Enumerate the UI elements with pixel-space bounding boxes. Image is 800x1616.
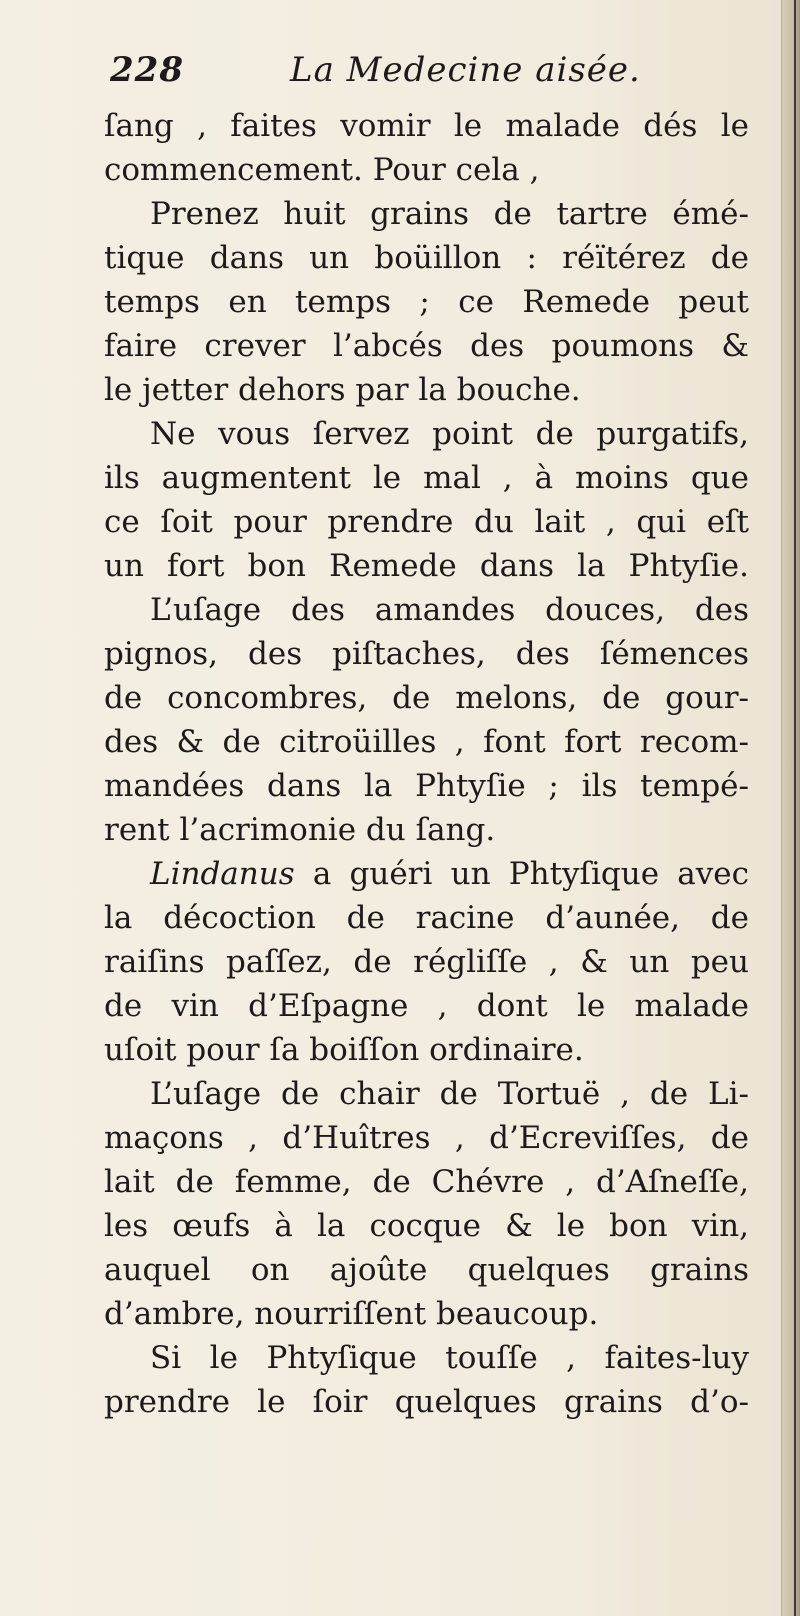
- text-line: uſoit pour ſa boiſſon ordinaire.: [104, 1032, 584, 1068]
- text-line: ils augmentent le mal , à moins que: [104, 460, 749, 496]
- text-line: des & de citroüilles , font fort recom-: [104, 724, 749, 760]
- page-number: 228: [110, 50, 184, 90]
- text-line: de concombres, de melons, de gour-: [104, 680, 749, 716]
- body-text: [104, 104, 749, 1424]
- text-line: temps en temps ; ce Remede peut: [104, 284, 749, 320]
- text-line: Ne vous ſervez point de purgatifs,: [150, 416, 749, 452]
- text-line: les œufs à la cocque & le bon vin,: [104, 1208, 749, 1244]
- text-line: prendre le ſoir quelques grains d’o-: [104, 1384, 749, 1420]
- text-line: rent l’acrimonie du ſang.: [104, 812, 496, 848]
- text-line: ſang , faites vomir le malade dés le: [104, 108, 749, 144]
- text-line: commencement. Pour cela ,: [104, 152, 540, 188]
- text-line: raiſins paſſez, de régliſſe , & un peu: [104, 944, 749, 980]
- gutter-edge: [794, 0, 796, 1616]
- text-line: mandées dans la Phtyſie ; ils tempé-: [104, 768, 749, 804]
- text-line: L’uſage de chair de Tortuë , de Li-: [150, 1076, 749, 1112]
- text-line: pignos, des piſtaches, des ſémences: [104, 636, 749, 672]
- text-line: le jetter dehors par la bouche.: [104, 372, 581, 408]
- text-line: tique dans un boüillon : réïtérez de: [104, 240, 749, 276]
- book-title: La Medecine aisée.: [290, 50, 641, 90]
- text-line: auquel on ajoûte quelques grains: [104, 1252, 749, 1288]
- text-line: L’uſage des amandes douces, des: [150, 592, 749, 628]
- text-line: maçons , d’Huîtres , d’Ecreviſſes, de: [104, 1120, 749, 1156]
- text-line: faire crever l’abcés des poumons &: [104, 328, 749, 364]
- text-line-lindanus: [104, 852, 749, 896]
- text-line: de vin d’Eſpagne , dont le malade: [104, 988, 749, 1024]
- text-line: Si le Phtyſique touſſe , faites-luy: [150, 1340, 749, 1376]
- text-line: la décoction de racine d’aunée, de: [104, 900, 749, 936]
- text-line: un fort bon Remede dans la Phtyſie.: [104, 548, 749, 584]
- text-line: d’ambre, nourriſſent beaucoup.: [104, 1296, 599, 1332]
- text-line: ce ſoit pour prendre du lait , qui eſt: [104, 504, 749, 540]
- text-line: Prenez huit grains de tartre émé-: [150, 196, 749, 232]
- text-line: lait de femme, de Chévre , d’Aſneſſe,: [104, 1164, 749, 1200]
- text-segment: a guéri un Phtyſique avec: [312, 856, 749, 892]
- running-head: [110, 50, 750, 106]
- page-gutter: [781, 0, 800, 1616]
- author-name-lindanus: Lindanus: [150, 856, 295, 892]
